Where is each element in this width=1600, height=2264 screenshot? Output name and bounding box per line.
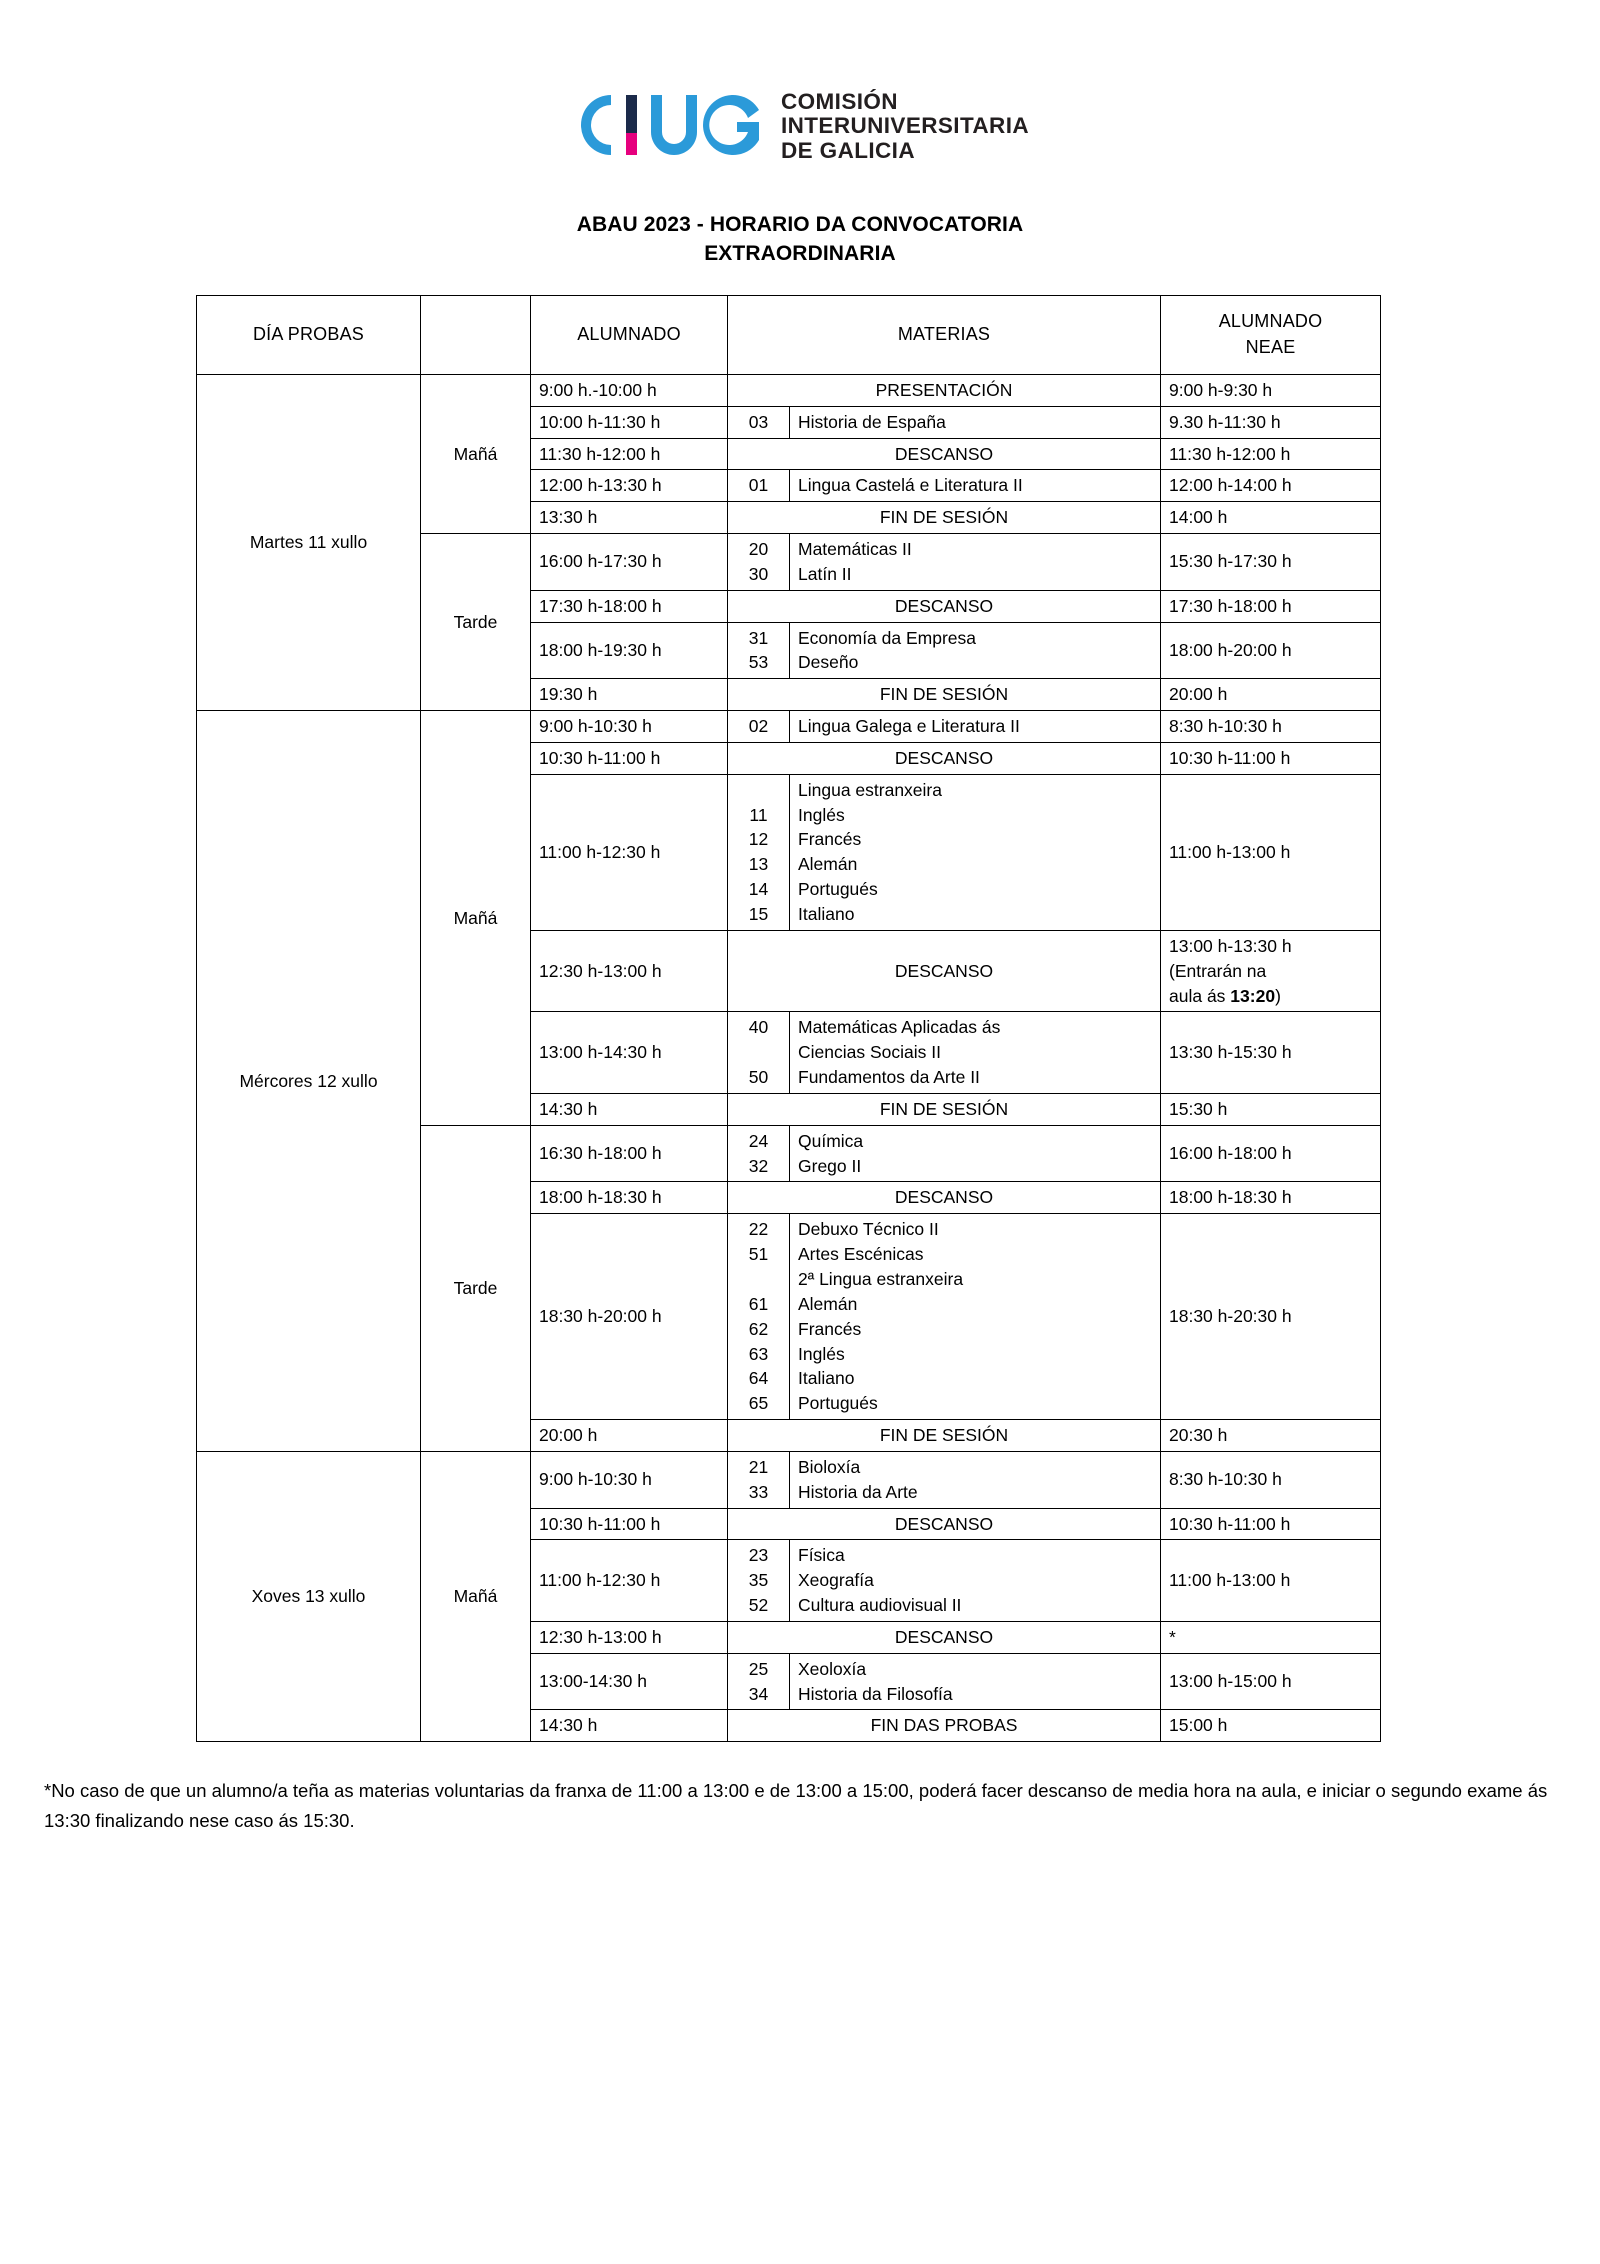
subject-name-cell [790,1451,1161,1508]
neae-time-cell: 15:30 h [1161,1093,1381,1125]
subject-name: Francés [798,829,862,850]
subject-name-cell [790,1125,1161,1182]
table-body [197,374,1381,1742]
break-cell: DESCANSO [728,1182,1161,1214]
break-cell: PRESENTACIÓN [728,374,1161,406]
neae-note-line: (Entrarán na [1169,960,1267,981]
subject-code: 50 [748,1067,769,1088]
subject-name-cell [790,470,1161,502]
neae-time-cell: 8:30 h-10:30 h [1161,711,1381,743]
alumnado-time-cell: 19:30 h [531,679,728,711]
break-cell: DESCANSO [728,742,1161,774]
header-alumnado-neae [1161,295,1381,374]
subject-name: Artes Escénicas [798,1244,924,1265]
subject-name: Cultura audiovisual II [798,1595,962,1616]
subject-code: 34 [748,1683,769,1704]
header-alumnado-neae-line-2: NEAE [1245,336,1296,357]
neae-note-line: aula ás 13:20) [1169,985,1281,1006]
neae-time-cell: 10:30 h-11:00 h [1161,742,1381,774]
subject-name: Grego II [798,1155,862,1176]
alumnado-time-cell: 10:00 h-11:30 h [531,406,728,438]
neae-time-cell: 9.30 h-11:30 h [1161,406,1381,438]
alumnado-time-cell: 16:00 h-17:30 h [531,534,728,591]
alumnado-time-cell: 9:00 h-10:30 h [531,1451,728,1508]
subject-code: 20 [748,539,769,560]
subject-name: Latín II [798,563,852,584]
subject-code-cell [728,774,790,930]
session-end-cell: FIN DE SESIÓN [728,1420,1161,1452]
day-name-cell: Xoves 13 xullo [197,1451,421,1741]
subject-code: 51 [748,1244,769,1265]
subject-code: 31 [748,627,769,648]
neae-time-cell: 20:30 h [1161,1420,1381,1452]
break-cell: DESCANSO [728,1621,1161,1653]
neae-time-cell: 11:00 h-13:00 h [1161,1540,1381,1622]
subject-code: 35 [748,1570,769,1591]
neae-time-cell: * [1161,1621,1381,1653]
subject-name-cell [790,1540,1161,1622]
alumnado-time-cell: 14:30 h [531,1710,728,1742]
neae-time-cell: 18:30 h-20:30 h [1161,1214,1381,1420]
neae-time-cell: 20:00 h [1161,679,1381,711]
table-header [197,295,1381,374]
footnote-text: *No caso de que un alumno/a teña as materias voluntarias da franxa de 11:00 a 13:00 e de 13:00 a 15:00, poderá facer descanso de media hora na aula, e iniciar o segundo exame ás 13:30 finalizando nese caso ás 15:30. [44,1780,1548,1832]
subject-code: 24 [748,1130,769,1151]
alumnado-time-cell: 13:00-14:30 h [531,1653,728,1710]
subject-code-cell [728,1125,790,1182]
subject-name: Inglés [798,1343,845,1364]
alumnado-time-cell: 16:30 h-18:00 h [531,1125,728,1182]
subject-code [736,1040,781,1065]
alumnado-time-cell: 12:00 h-13:30 h [531,470,728,502]
break-cell: DESCANSO [728,1508,1161,1540]
alumnado-time-cell: 12:30 h-13:00 h [531,930,728,1012]
header-session-blank [421,295,531,374]
subject-code [736,1267,781,1292]
session-end-cell: FIN DE SESIÓN [728,1093,1161,1125]
neae-time-cell: 15:30 h-17:30 h [1161,534,1381,591]
subject-name: Química [798,1130,864,1151]
subject-name-cell [790,406,1161,438]
subject-code: 01 [748,475,769,496]
subject-name: Deseño [798,652,859,673]
subject-name-cell [790,1653,1161,1710]
subject-code: 33 [748,1481,769,1502]
subject-name: Matemáticas II [798,539,912,560]
subject-code: 61 [748,1293,769,1314]
header-alumnado: ALUMNADO [531,295,728,374]
subject-name: Debuxo Técnico II [798,1219,939,1240]
alumnado-time-cell: 11:30 h-12:00 h [531,438,728,470]
logo-line-2: INTERUNIVERSITARIA [780,113,1030,139]
neae-time-cell: 8:30 h-10:30 h [1161,1451,1381,1508]
neae-time-cell: 11:30 h-12:00 h [1161,438,1381,470]
subject-name-cell [790,1214,1161,1420]
subject-name: Alemán [798,854,858,875]
subject-name: Alemán [798,1293,858,1314]
subject-code-cell [728,1012,790,1094]
neae-time-cell: 11:00 h-13:00 h [1161,774,1381,930]
session-end-cell: FIN DE SESIÓN [728,502,1161,534]
neae-time-cell: 10:30 h-11:00 h [1161,1508,1381,1540]
break-cell: DESCANSO [728,930,1161,1012]
neae-time-cell: 18:00 h-18:30 h [1161,1182,1381,1214]
table-row [197,374,1381,406]
subject-code-cell [728,1540,790,1622]
subject-code-cell [728,711,790,743]
header-materias: MATERIAS [728,295,1161,374]
subject-name: Xeografía [798,1570,874,1591]
subject-name: Portugués [798,1393,878,1414]
subject-name-cell [790,534,1161,591]
neae-time-cell: 12:00 h-14:00 h [1161,470,1381,502]
subject-name: 2ª Lingua estranxeira [798,1268,964,1289]
neae-time-cell: 18:00 h-20:00 h [1161,622,1381,679]
subject-code-cell [728,1214,790,1420]
alumnado-time-cell: 14:30 h [531,1093,728,1125]
alumnado-time-cell: 13:30 h [531,502,728,534]
subject-code: 25 [748,1658,769,1679]
alumnado-time-cell: 20:00 h [531,1420,728,1452]
alumnado-time-cell: 13:00 h-14:30 h [531,1012,728,1094]
subject-name-continued: Ciencias Sociais II [798,1042,941,1063]
neae-time-cell: 17:30 h-18:00 h [1161,590,1381,622]
alumnado-time-cell: 18:00 h-19:30 h [531,622,728,679]
subject-code: 52 [748,1595,769,1616]
subject-code: 12 [748,829,769,850]
neae-time-cell: 13:30 h-15:30 h [1161,1012,1381,1094]
alumnado-time-cell: 10:30 h-11:00 h [531,1508,728,1540]
alumnado-time-cell: 18:00 h-18:30 h [531,1182,728,1214]
document-title-line-1: ABAU 2023 - HORARIO DA CONVOCATORIA [576,212,1024,236]
subject-code: 15 [748,904,769,925]
subject-name: Historia da Arte [798,1481,918,1502]
document-title [0,211,1600,269]
subject-code: 32 [748,1155,769,1176]
subject-name: Italiano [798,1368,855,1389]
neae-time-cell [1161,930,1381,1012]
subject-name: Economía da Empresa [798,627,977,648]
subject-name: Lingua Castelá e Literatura II [798,475,1023,496]
subject-code-cell [728,470,790,502]
subject-code: 21 [748,1456,769,1477]
ciug-logo-icon [571,88,767,162]
subject-code: 53 [748,652,769,673]
table-row [197,1451,1381,1508]
subject-code: 11 [749,804,768,825]
session-end-cell: FIN DE SESIÓN [728,679,1161,711]
table-header-row [197,295,1381,374]
subject-name: Inglés [798,804,845,825]
day-name-cell: Mércores 12 xullo [197,711,421,1452]
subject-code-cell [728,1653,790,1710]
subject-code-cell [728,1451,790,1508]
subject-name-cell [790,1012,1161,1094]
subject-name: Italiano [798,904,855,925]
neae-note-line: 13:00 h-13:30 h [1169,935,1292,956]
neae-time-cell: 14:00 h [1161,502,1381,534]
schedule-table [196,295,1381,1743]
subject-code: 64 [748,1368,769,1389]
logo-line-3: DE GALICIA [780,137,915,163]
subject-code: 13 [748,854,769,875]
session-label-cell: Tarde [421,1125,531,1451]
subject-name: Historia da Filosofía [798,1683,953,1704]
subject-code [736,778,781,803]
subject-name-cell [790,622,1161,679]
day-name-cell: Martes 11 xullo [197,374,421,710]
logo-header [0,0,1600,163]
subject-code: 30 [748,563,769,584]
alumnado-time-cell: 18:30 h-20:00 h [531,1214,728,1420]
neae-time-cell: 13:00 h-15:00 h [1161,1653,1381,1710]
alumnado-time-cell: 11:00 h-12:30 h [531,774,728,930]
neae-time-cell: 9:00 h-9:30 h [1161,374,1381,406]
subject-name: Lingua Galega e Literatura II [798,716,1020,737]
subject-code: 23 [748,1545,769,1566]
subject-code: 22 [748,1219,769,1240]
document-title-line-2: EXTRAORDINARIA [704,241,896,265]
neae-note-highlight: 13:20 [1230,985,1276,1006]
subject-name: Matemáticas Aplicadas ás [798,1017,1001,1038]
subject-code: 62 [748,1318,769,1339]
subject-code: 65 [748,1393,769,1414]
session-label-cell: Tarde [421,534,531,711]
session-label-cell: Mañá [421,1451,531,1741]
alumnado-time-cell: 9:00 h.-10:00 h [531,374,728,406]
session-label-cell: Mañá [421,711,531,1126]
subject-name: Física [798,1545,845,1566]
subject-code: 14 [748,879,769,900]
header-alumnado-neae-line-1: ALUMNADO [1218,311,1323,332]
alumnado-time-cell: 11:00 h-12:30 h [531,1540,728,1622]
subject-code-cell [728,534,790,591]
subject-name: Fundamentos da Arte II [798,1067,980,1088]
subject-name-cell [790,711,1161,743]
subject-name: Portugués [798,879,878,900]
subject-name: Lingua estranxeira [798,779,942,800]
header-dia-probas: DÍA PROBAS [197,295,421,374]
table-row [197,711,1381,743]
break-cell: DESCANSO [728,590,1161,622]
subject-code: 40 [748,1017,769,1038]
alumnado-time-cell: 17:30 h-18:00 h [531,590,728,622]
subject-code: 03 [748,411,769,432]
neae-time-cell: 15:00 h [1161,1710,1381,1742]
subject-name: Xeoloxía [798,1658,867,1679]
alumnado-time-cell: 12:30 h-13:00 h [531,1621,728,1653]
subject-code: 63 [748,1343,769,1364]
subject-name: Bioloxía [798,1456,861,1477]
subject-code-cell [728,622,790,679]
subject-name-cell [790,774,1161,930]
subject-code: 02 [748,716,769,737]
subject-name: Francés [798,1318,862,1339]
neae-time-cell: 16:00 h-18:00 h [1161,1125,1381,1182]
session-label-cell: Mañá [421,374,531,533]
subject-name: Historia de España [798,411,946,432]
logo-line-1: COMISIÓN [780,89,898,114]
session-end-cell: FIN DAS PROBAS [728,1710,1161,1742]
alumnado-time-cell: 10:30 h-11:00 h [531,742,728,774]
alumnado-time-cell: 9:00 h-10:30 h [531,711,728,743]
subject-code-cell [728,406,790,438]
break-cell: DESCANSO [728,438,1161,470]
